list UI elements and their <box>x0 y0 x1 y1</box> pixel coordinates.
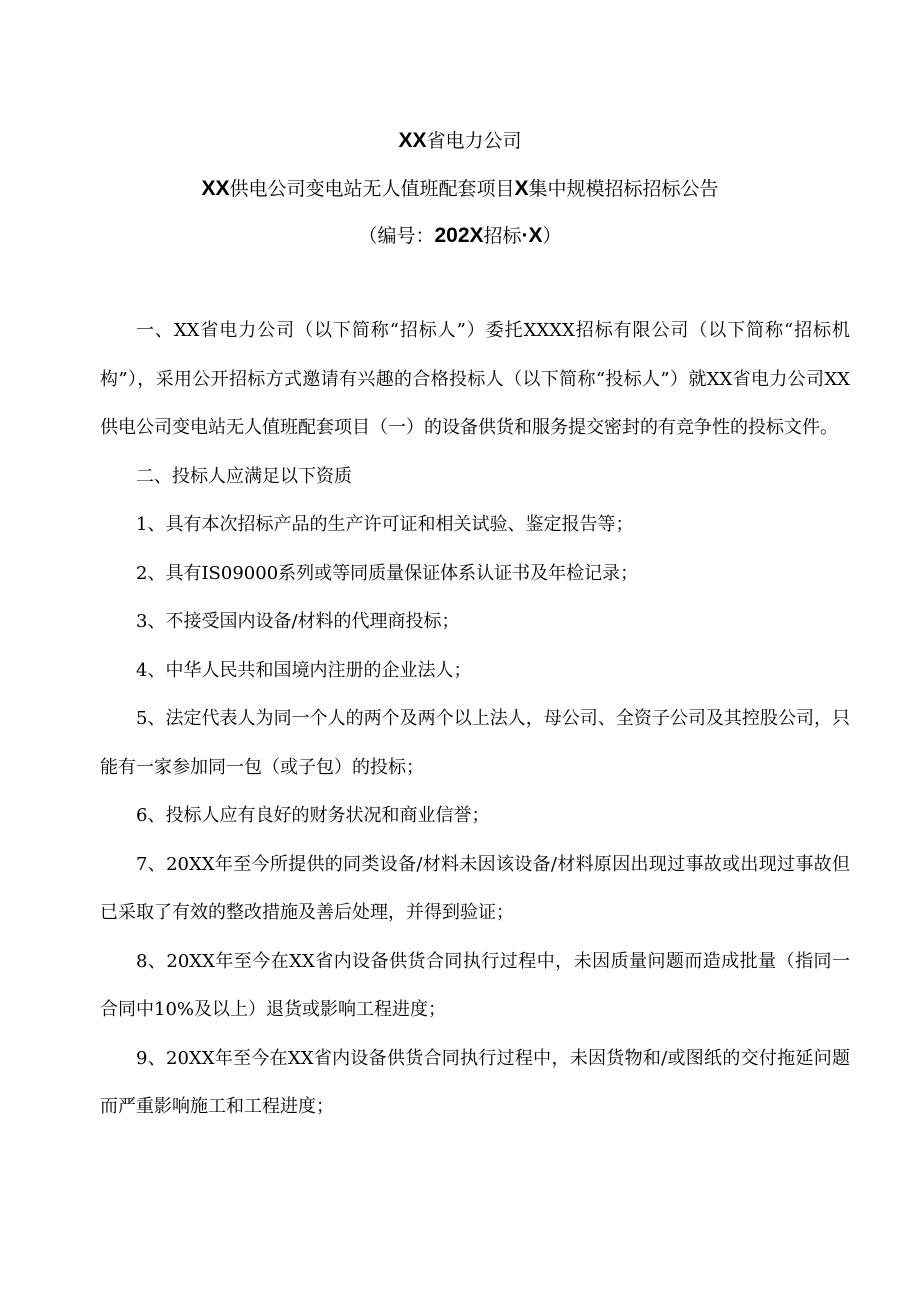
document-number-open: （编号： <box>358 225 435 247</box>
paragraph-qualification-heading: 二、投标人应满足以下资质 <box>136 465 352 487</box>
announcement-title-rest: 集中规模招标招标公告 <box>528 178 719 200</box>
qualification-item-1: 1、具有本次招标产品的生产许可证和相关试验、鉴定报告等； <box>136 514 634 535</box>
announcement-title <box>0 176 920 202</box>
qualification-item-7: 7、20XX年至今所提供的同类设备/材料未因该设备/材料原因出现过事故或出现过事故但已采取了有效的整改措施及善后处理，并得到验证； <box>100 853 850 923</box>
qualification-item-3: 3、不接受国内设备/材料的代理商投标； <box>136 611 460 632</box>
qualification-item-4: 4、中华人民共和国境内注册的企业法人； <box>136 659 472 681</box>
qualification-item-9: 9、20XX年至今在XX省内设备供货合同执行过程中，未因货物和/或图纸的交付拖延问题而严重影响施工和工程进度； <box>100 1047 850 1117</box>
document-number-close: ） <box>542 225 562 247</box>
document-number-suffix: ·X <box>521 224 543 247</box>
announcement-body <box>100 307 850 1132</box>
document-number-label: 招标 <box>483 225 522 247</box>
qualification-item-8: 8、20XX年至今在XX省内设备供货合同执行过程中，未因质量问题而造成批量（指同一合同中10%及以上）退货或影响工程进度； <box>100 950 850 1020</box>
document-number-year: 202X <box>434 224 484 247</box>
document-number <box>0 223 920 249</box>
company-title <box>0 128 920 154</box>
qualification-item-2: 2、具有IS09000系列或等同质量保证体系认证书及年检记录； <box>136 562 639 584</box>
announcement-title-batch: X <box>514 177 529 200</box>
qualification-item-5: 5、法定代表人为同一个人的两个及两个以上法人，母公司、全资子公司及其控股公司，只能有一家参加同一包（或子包）的投标； <box>100 708 850 778</box>
announcement-title-project: 供电公司变电站无人值班配套项目 <box>229 178 515 200</box>
qualification-item-6: 6、投标人应有良好的财务状况和商业信誉； <box>136 805 490 826</box>
company-title-code: XX <box>398 129 427 152</box>
paragraph-invitation: 一、XX省电力公司（以下简称“招标人”）委托XXXX招标有限公司（以下简称“招标机构”），采用公开招标方式邀请有兴趣的合格投标人（以下简称“投标人”）就XX省电力公司XX供电公司变电站无人值班配套项目（一）的设备供货和服务提交密封的有竞争性的投标文件。 <box>100 320 850 438</box>
company-title-text: 省电力公司 <box>426 130 522 152</box>
announcement-title-code: XX <box>201 177 230 200</box>
